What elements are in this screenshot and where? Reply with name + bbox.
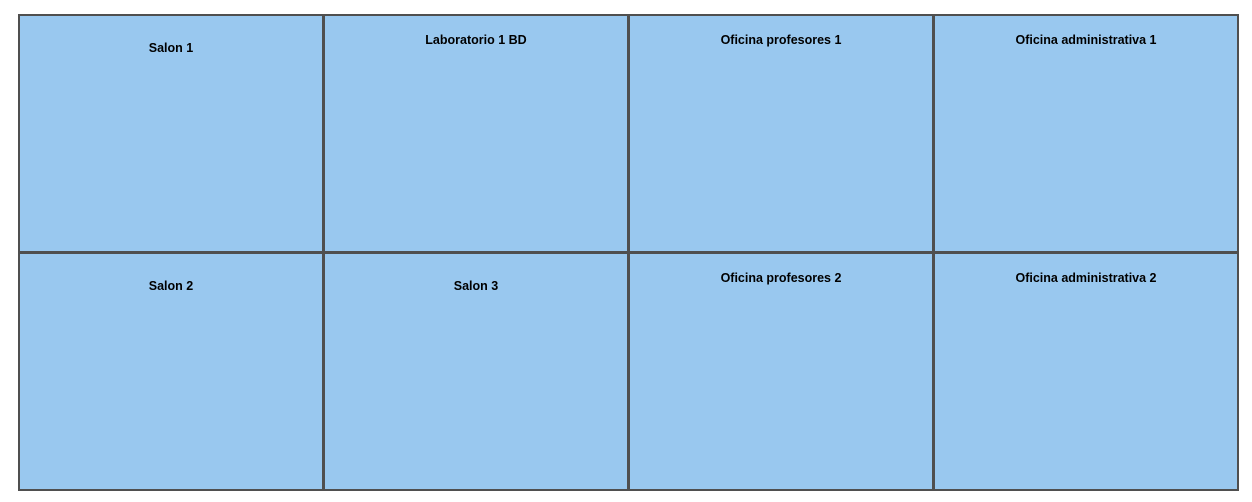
room-label: Salon 1 [148, 41, 194, 55]
room-label: Laboratorio 1 BD [425, 33, 527, 47]
room-label: Oficina profesores 1 [720, 33, 842, 47]
room-label: Oficina administrativa 2 [1015, 271, 1157, 285]
room-laboratorio-1-bd[interactable] [323, 14, 629, 253]
floor-plan-grid [18, 14, 1238, 490]
room-label: Oficina profesores 2 [720, 271, 842, 285]
room-salon-1[interactable] [18, 14, 324, 253]
room-oficina-profesores-1[interactable] [628, 14, 934, 253]
room-label: Oficina administrativa 1 [1015, 33, 1157, 47]
room-salon-3[interactable] [323, 252, 629, 491]
room-label: Salon 3 [453, 279, 499, 293]
room-oficina-profesores-2[interactable] [628, 252, 934, 491]
room-label: Salon 2 [148, 279, 194, 293]
room-oficina-administrativa-1[interactable] [933, 14, 1239, 253]
room-oficina-administrativa-2[interactable] [933, 252, 1239, 491]
room-salon-2[interactable] [18, 252, 324, 491]
